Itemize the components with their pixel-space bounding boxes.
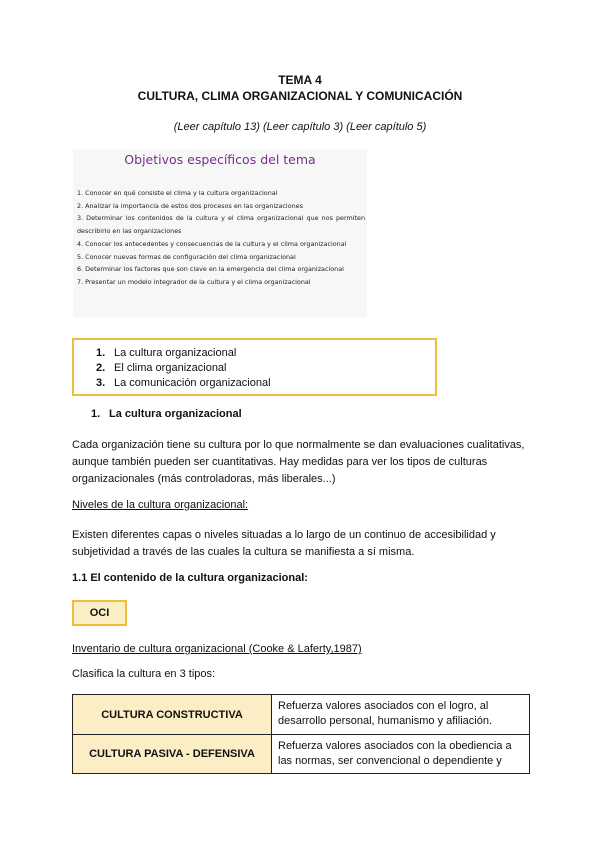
toc-number: 2. (96, 362, 106, 374)
objectives-heading: Objetivos específicos del tema (124, 152, 316, 167)
table-of-contents (72, 338, 437, 396)
inventory-reference: Inventario de cultura organizacional (Cooke & Laferty,1987) (72, 643, 362, 655)
toc-number: 1. (96, 347, 106, 359)
toc-label: La cultura organizacional (114, 347, 237, 359)
objectives-image (73, 149, 367, 317)
classify-text: Clasifica la cultura en 3 tipos: (72, 668, 216, 680)
section-title: La cultura organizacional (109, 408, 242, 420)
toc-label: El clima organizacional (114, 362, 227, 374)
objective-item: 7. Presentar un modelo integrador de la cultura y el clima organizacional (77, 277, 311, 286)
levels-paragraph: Existen diferentes capas o niveles situadas a lo largo de un continuo de accesibilidad y subjetividad a través de las cuales la cultura se manifiesta a sí misma. (72, 529, 496, 558)
toc-label: La comunicación organizacional (114, 377, 271, 389)
section-heading (91, 408, 242, 420)
page-title: CULTURA, CLIMA ORGANIZACIONAL Y COMUNICACIÓN (137, 89, 463, 103)
toc-item (96, 346, 271, 361)
culture-type-description: Refuerza valores asociados con la obediencia a las normas, ser convencional o dependiente y (272, 735, 530, 774)
toc-number: 3. (96, 377, 106, 389)
culture-type-name: CULTURA CONSTRUCTIVA (73, 695, 272, 735)
objective-item: 2. Analizar la importancia de estos dos procesos en las organizaciones (77, 201, 303, 210)
culture-type-name: CULTURA PASIVA - DEFENSIVA (73, 735, 272, 774)
toc-item (96, 376, 271, 391)
intro-paragraph: Cada organización tiene su cultura por lo que normalmente se dan evaluaciones cualitativas, aunque también pueden ser cuantitativas. Hay medidas para ver los tipos de culturas organizacionales (más controladoras, más liberales...) (72, 439, 525, 485)
table-row (73, 735, 530, 774)
reading-references: (Leer capítulo 13) (Leer capítulo 3) (Leer capítulo 5) (173, 121, 427, 133)
objective-item: 3. Determinar los contenidos de la cultura y el clima organizacional que nos permiten describirlo en las organizaciones (77, 214, 365, 236)
levels-heading: Niveles de la cultura organizacional: (72, 499, 249, 511)
oci-badge: OCI (72, 600, 127, 626)
objective-item: 6. Determinar los factores que son clave en la emergencia del clima organizacional (77, 265, 344, 274)
table-row (73, 695, 530, 735)
culture-type-description: Refuerza valores asociados con el logro, al desarrollo personal, humanismo y afiliación. (272, 695, 530, 735)
objectives-list (77, 187, 365, 289)
toc-item (96, 361, 271, 376)
objective-item: 5. Conocer nuevas formas de configuración del clima organizacional (77, 252, 296, 261)
objective-item: 1. Conocer en qué consiste el clima y la cultura organizacional (77, 189, 278, 197)
culture-types-table (72, 694, 530, 774)
topic-number: TEMA 4 (278, 73, 322, 87)
subsection-heading: 1.1 El contenido de la cultura organizacional: (72, 572, 308, 584)
objective-item: 4. Conocer los antecedentes y consecuencias de la cultura y el clima organizacional (77, 239, 347, 248)
section-number: 1. (91, 408, 101, 420)
